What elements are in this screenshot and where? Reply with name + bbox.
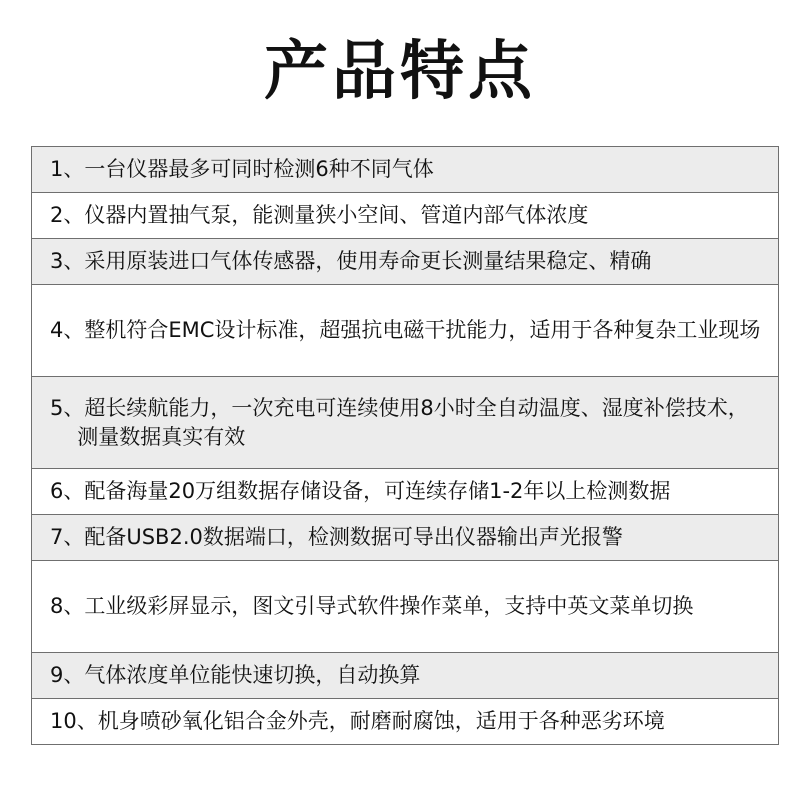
feature-item bbox=[31, 653, 779, 699]
feature-item bbox=[31, 561, 779, 653]
feature-item bbox=[31, 239, 779, 285]
feature-text: 2、仪器内置抽气泵，能测量狭小空间、管道内部气体浓度 bbox=[50, 203, 589, 227]
feature-text: 3、采用原装进口气体传感器，使用寿命更长测量结果稳定、精确 bbox=[50, 249, 652, 273]
feature-text: 6、配备海量20万组数据存储设备，可连续存储1-2年以上检测数据 bbox=[50, 479, 671, 503]
feature-text: 7、配备USB2.0数据端口，检测数据可导出仪器输出声光报警 bbox=[50, 525, 623, 549]
feature-item bbox=[31, 515, 779, 561]
feature-item bbox=[31, 147, 779, 193]
feature-item bbox=[31, 193, 779, 239]
feature-item bbox=[31, 699, 779, 745]
feature-list bbox=[31, 146, 779, 745]
feature-item bbox=[31, 469, 779, 515]
feature-text: 4、整机符合EMC设计标准，超强抗电磁干扰能力，适用于各种复杂工业现场 bbox=[50, 318, 761, 342]
feature-text: 9、气体浓度单位能快速切换，自动换算 bbox=[50, 663, 421, 687]
feature-text: 1、一台仪器最多可同时检测6种不同气体 bbox=[50, 157, 434, 181]
feature-item bbox=[31, 285, 779, 377]
feature-text: 5、超长续航能力，一次充电可连续使用8小时全自动温度、湿度补偿技术，测量数据真实有效 bbox=[50, 395, 749, 449]
feature-item bbox=[31, 377, 779, 469]
feature-text: 10、机身喷砂氧化铝合金外壳，耐磨耐腐蚀，适用于各种恶劣环境 bbox=[50, 709, 665, 733]
page-title: 产品特点 bbox=[264, 35, 536, 109]
feature-text: 8、工业级彩屏显示，图文引导式软件操作菜单，支持中英文菜单切换 bbox=[50, 594, 694, 618]
